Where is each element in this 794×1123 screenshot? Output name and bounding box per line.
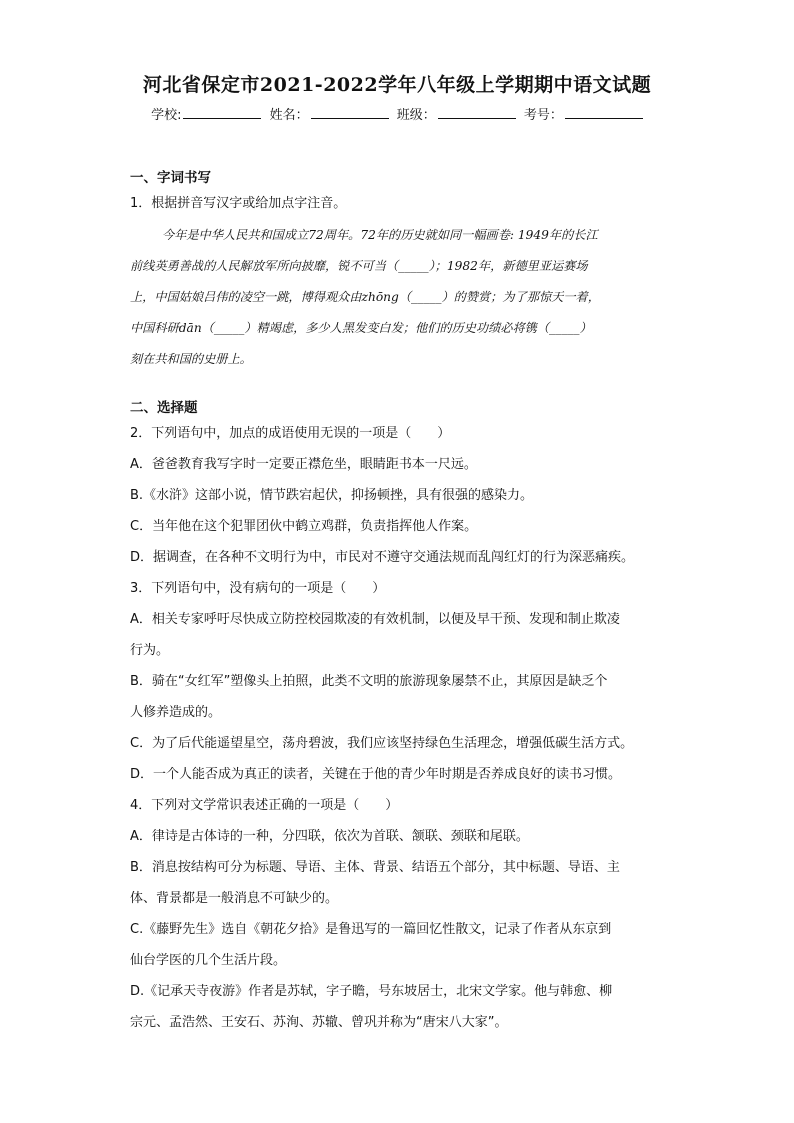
option-line: B．骑在“女红军”塑像头上拍照，此类不文明的旅游现象屡禁不止，其原因是缺乏个 — [130, 674, 608, 689]
option-line: C.《藤野先生》选自《朝花夕拾》是鲁迅写的一篇回忆性散文，记录了作者从东京到 — [130, 922, 612, 937]
option-line: 人修养造成的。 — [130, 705, 222, 720]
passage-line: 前线英勇善战的人民解放军所向披靡，锐不可当（_____）；1982年，新德里亚运赛场 — [130, 259, 588, 273]
option-line: B.《水浒》这部小说，情节跌宕起伏，抑扬顿挫，具有很强的感染力。 — [130, 488, 534, 503]
school-blank — [183, 106, 261, 119]
student-info-line — [0, 104, 794, 123]
question-line: 3．下列语句中，没有病句的一项是（ ） — [130, 581, 386, 596]
option-line: C．当年他在这个犯罪团伙中鹤立鸡群，负责指挥他人作案。 — [130, 519, 478, 534]
option-line: A．相关专家呼吁尽快成立防控校园欺凌的有效机制，以便及早干预、发现和制止欺凌 — [130, 612, 620, 627]
passage-line: 今年是中华人民共和国成立72周年。72年的历史就如同一幅画卷: 1949年的长江 — [162, 228, 598, 242]
name-label: 姓名： — [269, 108, 309, 123]
option-line: D.《记承天寺夜游》作者是苏轼，字子瞻，号东坡居士，北宋文学家。他与韩愈、柳 — [130, 984, 613, 999]
exam-number-blank — [565, 106, 643, 119]
question-1: 1．根据拼音写汉字或给加点字注音。 — [130, 196, 347, 211]
option-line: B．消息按结构可分为标题、导语、主体、背景、结语五个部分，其中标题、导语、主 — [130, 860, 620, 875]
name-blank — [311, 106, 389, 119]
option-line: 行为。 — [130, 643, 170, 658]
section-heading-1: 一、字词书写 — [130, 170, 211, 186]
option-line: A．律诗是古体诗的一种，分四联，依次为首联、颔联、颈联和尾联。 — [130, 829, 529, 844]
option-line: 宗元、孟浩然、王安石、苏洵、苏辙、曾巩并称为“唐宋八大家”。 — [130, 1015, 508, 1030]
option-line: D．一个人能否成为真正的读者，关键在于他的青少年时期是否养成良好的读书习惯。 — [130, 767, 622, 782]
question-line: 4．下列对文学常识表述正确的一项是（ ） — [130, 798, 399, 813]
option-line: 仙台学医的几个生活片段。 — [130, 953, 287, 968]
passage-line: 上，中国姑娘吕伟的凌空一跳，博得观众由zhōng（_____）的赞赏；为了那惊天一着， — [130, 290, 600, 304]
option-line: C．为了后代能遥望星空，荡舟碧波，我们应该坚持绿色生活理念，增强低碳生活方式。 — [130, 736, 634, 751]
option-line: 体、背景都是一般消息不可缺少的。 — [130, 891, 339, 906]
option-line: D．据调查，在各种不文明行为中，市民对不遵守交通法规而乱闯红灯的行为深恶痛疾。 — [130, 550, 635, 565]
passage-line: 中国科研dān（_____）精竭虑，多少人黑发变白发；他们的历史功绩必将镌（_____） — [130, 321, 592, 335]
class-blank — [438, 106, 516, 119]
page-title: 河北省保定市2021-2022学年八年级上学期期中语文试题 — [142, 74, 652, 96]
section-heading-2: 二、选择题 — [130, 400, 198, 416]
exam-number-label: 考号： — [523, 108, 563, 123]
option-line: A．爸爸教育我写字时一定要正襟危坐，眼睛距书本一尺远。 — [130, 457, 477, 472]
passage-line: 刻在共和国的史册上。 — [130, 352, 252, 366]
school-label: 学校: — [151, 108, 182, 123]
class-label: 班级： — [396, 108, 436, 123]
question-line: 2．下列语句中，加点的成语使用无误的一项是（ ） — [130, 426, 451, 441]
